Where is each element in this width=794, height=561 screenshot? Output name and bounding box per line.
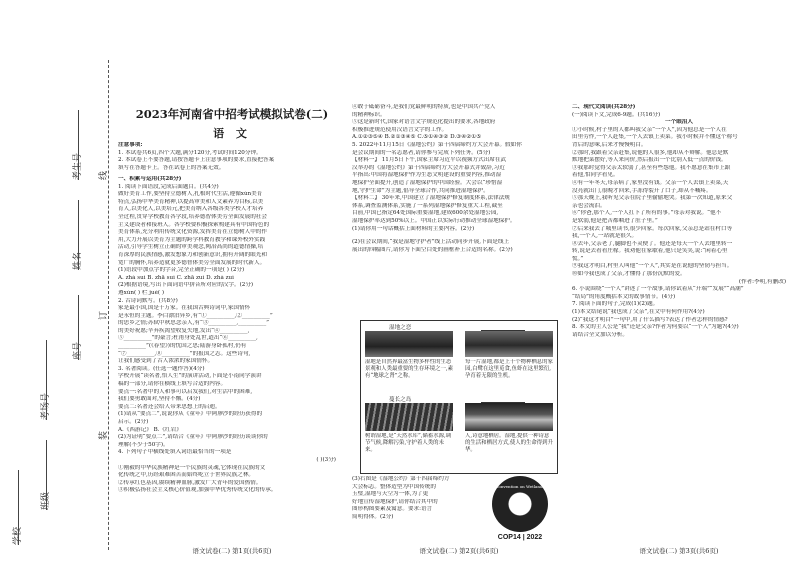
wetland-photo <box>465 331 553 357</box>
q3-line: 启示。(2分) <box>118 419 149 425</box>
q5-3-line: 好地宣传湿地保护,请你结合其中的 <box>352 498 438 505</box>
q2-line[interactable]: __________”(《春望》)的忧国之思;陆游身卧孤村,仍有 <box>118 343 247 350</box>
material-line: 地保护全面提升,创造了湿地保护的中国经验。大会以“珍惜湿 <box>352 179 503 186</box>
story-paragraph: 我,一个人,一站就是很久。 <box>572 233 638 240</box>
passage-line: 活动,引导学生树立正确的审美观念,陶冶高尚的道德情操,培 <box>118 244 264 251</box>
q3-line: 学校开展“读名著,悟人生”的演讲活动,下面是小南同学演讲 <box>118 373 262 380</box>
material-line: 【材料二】 30年来,中国建立了湿地保护修复制度体系,法律法规 <box>352 195 510 202</box>
seat-no-blank[interactable] <box>78 295 79 360</box>
q4-option: 化传统之中,历经艰难困苦而始终屹立于世界民族之林。 <box>118 472 255 479</box>
wetland-picture-grid <box>360 320 558 474</box>
question-6-cont: “结局”的角度概括本文的故事情节。(4分) <box>572 293 676 300</box>
page-3 <box>572 0 786 561</box>
story-paragraph: ⑤那天晚上,我听见父亲在院子里偷偷地哭。我第一次知道,原来父 <box>572 195 733 202</box>
question-5-2: (2)在会议期间,“我是湿地守护者”线上活动同步开展,下面是线上 <box>352 239 510 246</box>
part-heading: (一)阅读下文,完成6-9题。(共16分) <box>572 111 661 118</box>
q3-line: 要点一:名著中的人和事可以启发我们,对生活中的困难, <box>118 388 253 395</box>
story-paragraph: 转,说是去看看庄稼。我劝他在家歇着,他只是笑笑,说:“闲着心里 <box>572 248 728 255</box>
student-no-label: 考生号 <box>73 152 83 180</box>
cut-char: 订 <box>99 310 109 320</box>
story-paragraph: ③我那时觉得父亲太软弱了,甚至有些怨他。我不愿意在集市上跟 <box>572 164 731 171</box>
q5-3-line: 图形构图要素及寓意。要求:语言 <box>352 506 433 513</box>
cut-char: 线 <box>99 170 109 180</box>
logo-subtext: Convention on Wetlands <box>495 484 545 489</box>
material-line: 地,守护生命”为主题,倡导全球合作,共同推进湿地保护。 <box>352 187 489 194</box>
exam-title: 2023年河南省中招考试模拟试卷(二) <box>135 107 329 121</box>
question-1-1-options: A. zhà suì B. zhā suì C. zhā zuì D. zhà zuì <box>118 274 234 281</box>
material-line: 【材料一】 11月5日下午,国家主席习近平以视频方式出席在武 <box>352 157 507 164</box>
q3-line: 稿的一部分,请你在横线上填写合适的内容。 <box>118 381 227 388</box>
subject-title: 语 文 <box>213 127 251 140</box>
page-footer: 语文试卷(二) 第1页(共6页) <box>192 547 272 555</box>
q2-line[interactable]: 的美好祝愿;辛弃疾渴望收复失地,发出“④__________, <box>118 327 250 334</box>
notes-item: 填写在答题卡上。答在试卷上的答案无效。 <box>118 164 225 171</box>
page-footer: 语文试卷(二) 第2页(共6页) <box>419 547 499 555</box>
q3-line: 要点二:名著还会给人带来思想上的启迪。 <box>118 403 221 410</box>
picture-caption: 树谓湿地,是“天然水库”,储蓄水源,调节气候,降解污染,守护着人类的未来。 <box>365 433 452 454</box>
passage-line: 特点,弘扬中华美育精神,以提高审美和人文素养为目标,以美 <box>118 198 264 205</box>
picture-title: 蔓长之岛 <box>389 397 412 403</box>
story-paragraph: 是软弱,他是把苦都咽进了肚子里。” <box>572 217 658 224</box>
cut-line <box>108 60 109 550</box>
section-1 <box>118 176 346 495</box>
q4-option: ②传承红色基因,赓续精神血脉,激发广大青年的爱国热情。 <box>118 479 262 486</box>
question-7-2: (2)“我这才明白”一句中,用了什么描写?表达了作者怎样的情感? <box>572 316 728 323</box>
passage-line: 用,大力开展以美育为主题的跨学科教育教学和课外校外实践 <box>118 236 266 243</box>
q2-line[interactable]: 的思乡之情;苏轼中秋思念亲人,有“③__________,__________” <box>118 320 270 327</box>
notes-heading: 注意事项: <box>118 142 143 148</box>
notes-item: 2. 本试卷上不要答题,请按答题卡上注意事项的要求,直接把答案 <box>118 157 275 164</box>
student-no-blank[interactable] <box>78 110 79 180</box>
section-heading: 一、积累与运用(共28分) <box>118 176 182 182</box>
q3-line: (2)为证明“要点二”,请结合《童年》中阿廖沙的经历谈谈你的 <box>118 434 268 441</box>
story-title: 一个眼泪人 <box>665 119 693 126</box>
logo-caption: COP14 | 2022 <box>497 534 543 541</box>
q5-3-line: 玉璧,湿地与天空为一体,为了更 <box>352 491 429 498</box>
q3-line: A.《西游记》 B.《红岩》 <box>118 426 182 433</box>
question-1-2-words[interactable]: 遵xún( ) 栏 jué( ) <box>118 289 165 296</box>
q4-option: ③积极弘扬社会主义核心价值观,加强中华优秀传统文化的传承。 <box>118 487 277 494</box>
page-1 <box>118 0 346 561</box>
question-1-1: (1)语段中加点字的字音,完全正确的一项是( ) (2分) <box>118 267 245 274</box>
question-8-cont: 请结合全文加以分析。 <box>572 331 628 338</box>
picture-caption: 湿地是自然界最富生物多样性的生态景观和人类最重要的生存环境之一,素有“地球之肾”之称。 <box>365 359 453 380</box>
story-paragraph: 着他,怕同学看见。 <box>572 172 619 179</box>
story-paragraph: 慌。” <box>572 255 584 262</box>
q3-line: 我们要勇敢面对,坚持不懈。(4分) <box>118 396 201 403</box>
question-5-cont: 是会议期间的一名志愿者,请你参与完成下列任务。(5分) <box>352 149 491 156</box>
story-paragraph: 亲也会流泪。 <box>572 202 606 209</box>
question-4-score[interactable]: ( )(3分) <box>316 456 336 463</box>
school-blank[interactable] <box>18 470 19 545</box>
q4-option: ⑤这是新时代,国家对语言文字规范化提出的要求,各地政府 <box>352 119 496 126</box>
question-5-3 <box>352 476 482 522</box>
q4-answers: A.①②③⑤④ B.②①③④⑤ C.⑤①④③② D.③④②①⑤ <box>352 134 482 141</box>
question-5-2-cont: 展出的四幅图片,请你为下面空白处的画框补上合适的名称。(2分) <box>352 246 513 253</box>
story-paragraph: ⑦后来我去了城里读书,很少回家。每次回家,父亲总是站在村口等 <box>572 225 733 232</box>
passage-1 <box>118 191 346 267</box>
story-paragraph: ⑧去年,父亲老了,腿脚也不灵便了。他还是每天一个人去地里转一 <box>572 240 733 247</box>
passage-line: 育人,以美化人,以美培元,把美育纳入各级各类学校人才培养 <box>118 206 264 213</box>
wetland-photo <box>465 403 553 431</box>
exam-room-blank[interactable] <box>46 340 47 420</box>
passage-line: 育深厚的民族情感,激发想象力和创新意识,拥有开阔的眼光和 <box>118 251 267 258</box>
question-8: 8. 本文的主人公是“我”还是父亲?作者为何要以“一个人”为题?(4分) <box>572 324 739 331</box>
q5-3-line: 简明得体。(2分) <box>352 513 394 520</box>
passage-line: 宽广的胸怀,培养造就更多德智体美劳全面发展的时代新人。 <box>118 259 266 266</box>
name-blank[interactable] <box>78 200 79 270</box>
story-paragraph: ⑨我这才明白,村里人叫他“一个人”,其实是在说他的坚韧与担当。 <box>572 263 733 270</box>
q3-line: (1)请从“要点二”,说说你从《童年》中阿廖沙的经历获得的 <box>118 411 263 418</box>
material-line: 湿地保护率达到50%以上。中国正以实际行动推动全球湿地保护。 <box>352 217 516 224</box>
passage-line: 美育体系,充分利用传统文化资源,发挥美育在立德树人中的作 <box>118 229 267 236</box>
q4-option: 积极推进规范使用汉语言文字的工作。 <box>352 126 448 133</box>
story-paragraph: 田里劳作,一个人赶集,一个人去镇上卖菜。我小时候并不懂这个称号 <box>572 134 738 141</box>
picture-caption: 人,诗意地栖居。湿地,提供一种诗意的生活和栖居方式,使人的生命得到升华。 <box>465 433 553 454</box>
picture-title-blank[interactable] <box>481 395 525 403</box>
story-paragraph: ⑩如今我也成了父亲,才懂得了那份沉默的爱。 <box>572 271 686 278</box>
question-1-2: (2)根据语境,写出下面词语中拼音所对应的汉字。(2分) <box>118 282 254 289</box>
q5-3-line: 大会标志。整体造型为中国传统的 <box>352 483 436 490</box>
question-1: 1. 阅读下面语段,完成后面题目。(共4分) <box>118 183 219 190</box>
material-line: 目前,中国已指定64处国际重要湿地,建成600余处湿地公园, <box>352 210 499 217</box>
story-paragraph: ②那时,我跟着父亲赶集,说他的人很多,他却从不辩解。他总是默 <box>572 149 729 156</box>
question-7: 7. 阅读下面的句子,完成(1)(2)题。 <box>572 301 659 308</box>
story-paragraph: 背后的意味,后来才慢慢明白。 <box>572 141 647 148</box>
q2-line[interactable]: “⑦__________,⑧__________”的报国之志。这些诗句, <box>118 350 251 357</box>
class-blank[interactable] <box>46 440 47 510</box>
wetland-photo <box>365 403 453 431</box>
class-label: 班级 <box>41 491 51 510</box>
q2-line: 让我们感受到了古人浓浓的家国情怀。 <box>118 358 214 365</box>
passage-line: 全过程,贯穿学校教育各学段,培养德智体美劳全面发展的社会 <box>118 213 267 220</box>
section-2 <box>572 104 786 339</box>
story-paragraph: 默地把菜摆好,等人来问价,然后报出一个比别人低一点的价钱。 <box>572 157 727 164</box>
exam-room-label: 考场号 <box>41 392 51 420</box>
cop14-logo <box>492 476 548 532</box>
passage-line: 做好美育工作,要坚持立德树人,扎根时代生活,遵循xún美育 <box>118 191 263 198</box>
question-6: 6. 小说围绕“一个人”讲述了一个故事,请你试着从“开端”“发展”“高潮” <box>572 286 744 293</box>
col2-top <box>352 104 566 254</box>
story-paragraph: 没亮就出门,很晚才回来,手冻得裂开了口子,却从不喊疼。 <box>572 187 712 194</box>
picture-title: 湿地之恋 <box>389 325 412 331</box>
name-label: 姓名 <box>73 251 83 270</box>
question-3: 3. 名著阅读。(任选一题作答)(4分) <box>118 365 205 372</box>
question-5-1: (1)请你用一句话概括上面材料的主要内容。(2分) <box>352 225 475 232</box>
story-source: (作者:李明,有删改) <box>738 278 786 285</box>
q5-3-line: (3)右图是《湿地公约》第十四届缔约方 <box>352 476 450 482</box>
question-5: 5. 2022年11月15日《湿地公约》第十四届缔约方大会开幕。假如你 <box>352 141 522 148</box>
notes-item: 1. 本试卷共6页,四个大题,满分120分,考试时间120分钟。 <box>118 149 262 156</box>
seat-no-label: 座号 <box>73 341 83 360</box>
q2-line[interactable]: 是永恒的主题。李白漂泊异乡,有“①__________,②__________” <box>118 312 273 319</box>
section-heading: 二、现代文阅读(共28分) <box>572 104 636 110</box>
wetland-photo <box>365 331 453 357</box>
q2-line[interactable]: ⑤__________”的豪言;杜甫身处乱世,道出“⑥__________, <box>118 335 258 342</box>
material-line: 平指出:中国将湿地保护作为生态文明建设的重要内容,推动湿 <box>352 172 502 179</box>
q3-line: 理解(不少于50字)。 <box>118 441 169 448</box>
cut-char: 装 <box>99 430 109 440</box>
page-footer: 语文试卷(二) 第3页(共6页) <box>639 547 719 555</box>
story-paragraph: ①小时候,村子里的人都叫我父亲“一个人”,因为他总是一个人在 <box>572 126 727 133</box>
q2-line: 家是最小国,国是千万家。在我国古典诗词中,家国情怀 <box>118 305 251 312</box>
binding-strip <box>0 0 115 561</box>
material-line: 汉举办的《湿地公约》第十四届缔约方大会开幕式并致辞,习近 <box>352 164 505 171</box>
q4-option: ①刚毅的中华民族精神是一个民族的灵魂,它体现在民族的文 <box>118 464 266 471</box>
story-paragraph: ⑥“你爸,那个人,一个人扛下了所有的事。”母亲对我说。“他不 <box>572 210 722 217</box>
q4-option: 的精神标识。 <box>352 111 386 118</box>
question-4: 4. 下列句子中横线处填入词语最恰当的一项是 <box>118 449 232 456</box>
picture-caption: 每一片湿地,都是上千个物种栖息的家园,白鹭在这里觅食,鱼虾在这里繁衍,孕育着无限的生机。 <box>465 359 553 380</box>
page-2 <box>352 0 566 561</box>
story-paragraph: ④有一年冬天,母亲病了,家里没有钱。父亲一个人去镇上卖菜,天 <box>572 179 729 186</box>
material-line: 体系,调查监测体系,实施了一系列湿地保护修复重大工程,截至 <box>352 202 503 209</box>
school-label: 学校 <box>13 526 23 545</box>
question-2: 2. 古诗词默写。(共8分) <box>118 297 178 304</box>
question-7-1: (1)本文结尾说“我也成了父亲”,在文中有何作用?(4分) <box>572 309 705 316</box>
q4-option: ④敢于砥砺奋斗,是我们党最鲜明的特质,也是中国共产党人 <box>352 104 496 110</box>
notes-block <box>118 142 346 172</box>
passage-line: 主义建设者和接班人。各学校要积极探索构建具有中国特色的 <box>118 221 270 228</box>
picture-title-blank[interactable] <box>481 323 525 331</box>
